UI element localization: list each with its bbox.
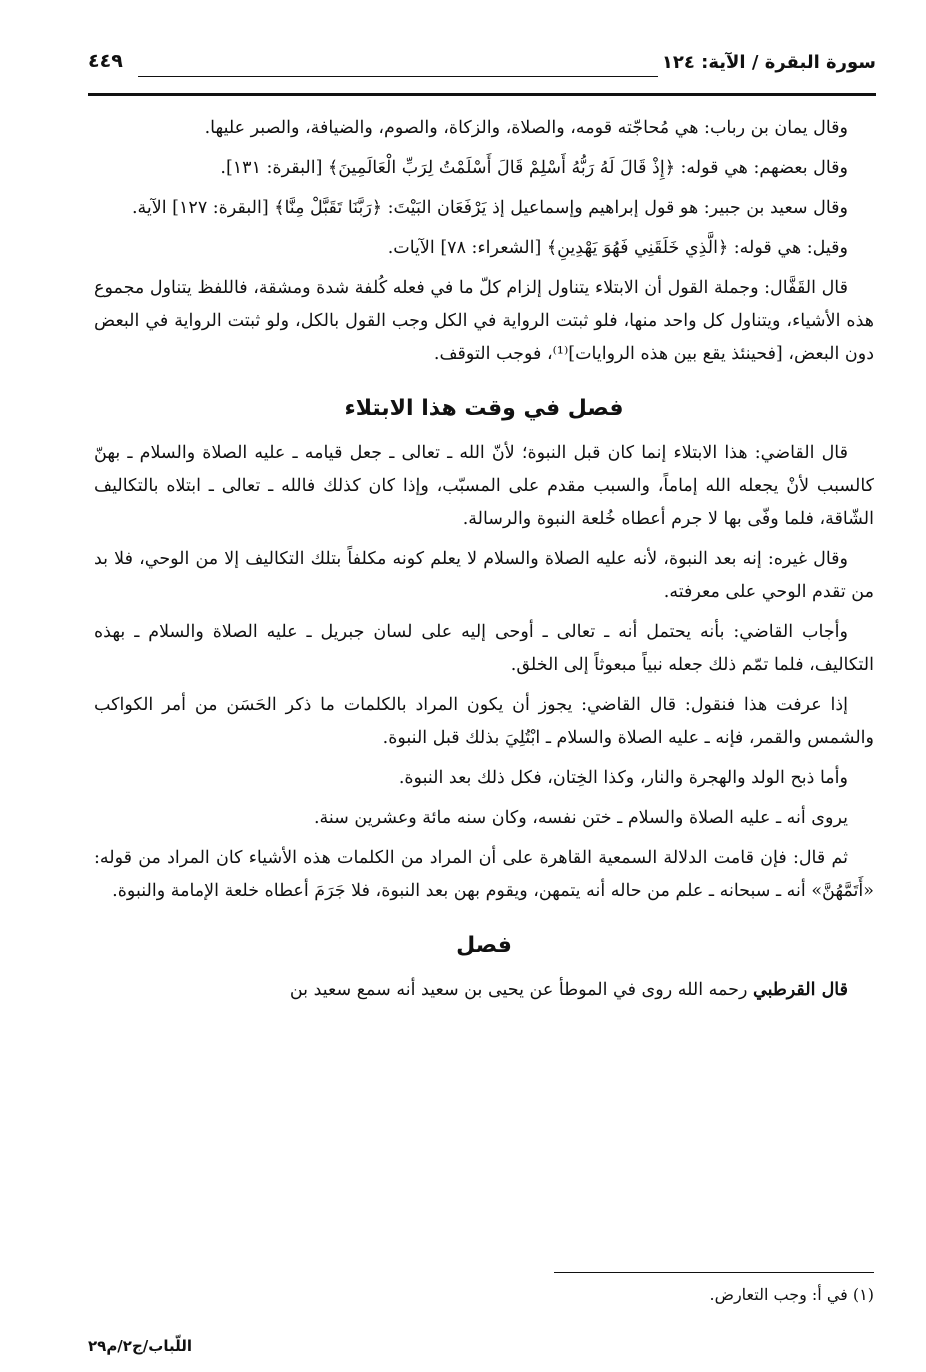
paragraph: وقال بعضهم: هي قوله: ﴿إِذْ قَالَ لَهُ رَبُّهُ أَسْلِمْ قَالَ أَسْلَمْتُ لِرَبِّ الْعَالَمِينَ﴾ [البقرة: ١٣١]. (220, 158, 848, 178)
author-name: قال القرطبي (752, 980, 848, 1000)
paragraph: ثم قال: فإن قامت الدلالة السمعية القاهرة على أن المراد من الكلمات هذه الأشياء كان المراد من قوله: «أَتَمَّهُنَّ» أنه ـ سبحانه ـ علم من حاله أنه يتمهن، ويقوم بهن بعد النبوة، فلا جَرَمَ أعطاه خلعة الإمامة والنبوة. (94, 848, 874, 901)
header-rule (88, 93, 876, 96)
body-text (94, 112, 874, 1014)
header-dash-line (138, 76, 658, 77)
running-header-title: سورة البقرة / الآية: ١٢٤ (661, 52, 876, 73)
paragraph: قال القَفَّال: وجملة القول أن الابتلاء يتناول إلزام كلّ ما في فعله كُلفة شدة ومشقة، فاللفظ يتناول مجموع هذه الأشياء، ويتناول كل واحد منها، فلو ثبتت الرواية في الكل وجب القول بالكل، ولو ثبتت الرواية في البعض دون البعض، [فحينئذ يقع بين هذه الروايات]⁽¹⁾، فوجب التوقف. (94, 278, 874, 364)
section-heading: فصل في وقت هذا الابتلاء (344, 396, 624, 421)
paragraph: وقال سعيد بن جبير: هو قول إبراهيم وإسماعيل إذ يَرْفَعَان البَيْتَ: ﴿رَبَّنَا تَقَبَّلْ مِنَّا﴾ [البقرة: ١٢٧] الآية. (131, 198, 848, 218)
signature-mark: اللّباب/ج٢/م٢٩ (88, 1337, 192, 1355)
paragraph-text: رحمه الله روى في الموطأ عن يحيى بن سعيد أنه سمع سعيد بن (289, 980, 753, 1000)
page-number: ٤٤٩ (88, 50, 123, 72)
paragraph (94, 974, 874, 1007)
paragraph: وأما ذبح الولد والهجرة والنار، وكذا الخِتان، فكل ذلك بعد النبوة. (398, 768, 848, 788)
paragraph: قال القاضي: هذا الابتلاء إنما كان قبل النبوة؛ لأنّ الله ـ تعالى ـ جعل قيامه ـ عليه الصلاة والسلام ـ بهنّ كالسبب لأنْ يجعله الله إماماً، والسبب مقدم على المسبّب، وإذا كان كذلك فالله ـ تعالى ـ ابتلاه بالتكاليف الشّاقة، فلما وفّى بها لا جرم أعطاه خُلعة النبوة والرسالة. (94, 443, 874, 529)
section-heading: فصل (456, 933, 512, 958)
paragraph: إذا عرفت هذا فنقول: قال القاضي: يجوز أن يكون المراد بالكلمات ما ذكر الحَسَن من أمر الكواكب والشمس والقمر، فإنه ـ عليه الصلاة والسلام ـ ابْتُلِيَ بذلك قبل النبوة. (94, 695, 874, 748)
paragraph: وأجاب القاضي: بأنه يحتمل أنه ـ تعالى ـ أوحى إليه على لسان جبريل ـ عليه الصلاة والسلام ـ بهذه التكاليف، فلما تمّم ذلك جعله نبياً مبعوثاً إلى الخلق. (94, 622, 874, 675)
paragraph: وقيل: هي قوله: ﴿الَّذِي خَلَقَنِي فَهُوَ يَهْدِينِ﴾ [الشعراء: ٧٨] الآيات. (387, 238, 848, 258)
paragraph: وقال يمان بن رباب: هي مُحاجّته قومه، والصلاة، والزكاة، والصوم، والضيافة، والصبر عليها. (204, 118, 848, 138)
footnote: (١) في أ: وجب التعارض. (709, 1285, 874, 1304)
paragraph: وقال غيره: إنه بعد النبوة، لأنه عليه الصلاة والسلام لا يعلم كونه مكلفاً بتلك التكاليف إلا من الوحي، فلا بد من تقدم الوحي على معرفته. (94, 549, 874, 602)
footnote-rule (554, 1272, 874, 1273)
paragraph: يروى أنه ـ عليه الصلاة والسلام ـ ختن نفسه، وكان سنه مائة وعشرين سنة. (313, 808, 848, 828)
